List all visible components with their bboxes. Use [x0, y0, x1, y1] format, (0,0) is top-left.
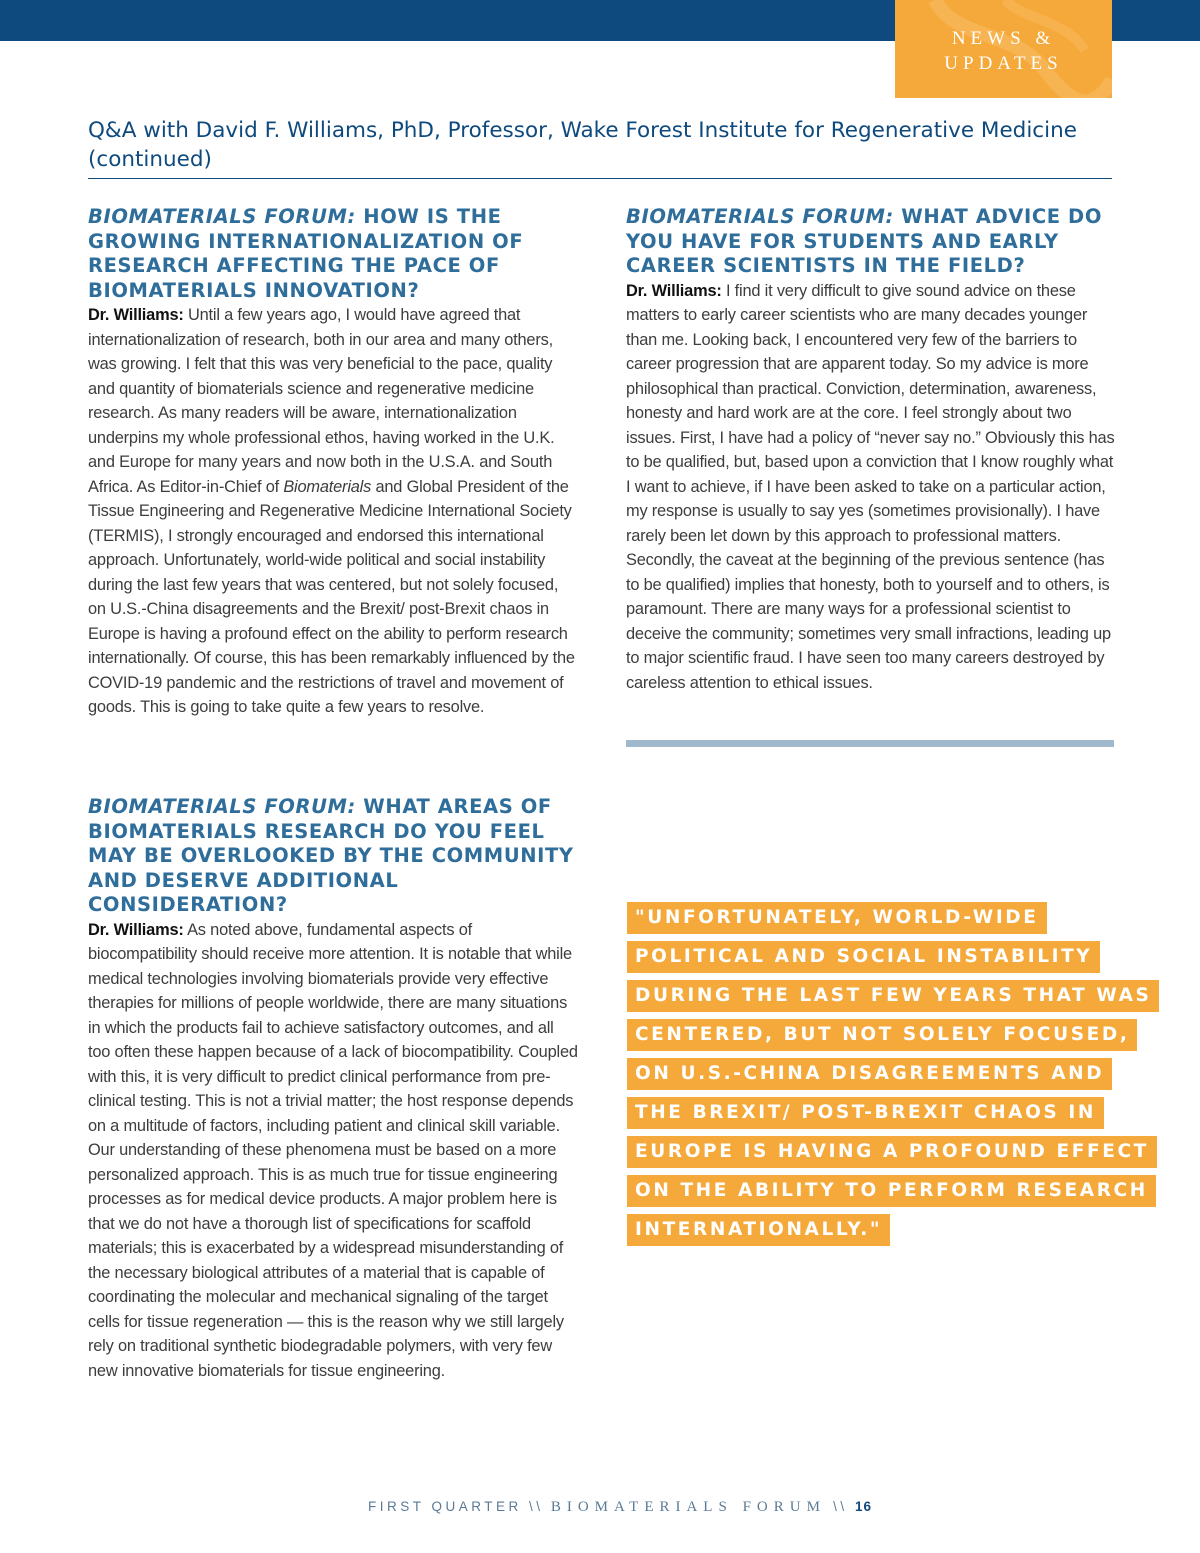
- footer-separator: \\: [521, 1499, 551, 1514]
- page-title: [88, 116, 1118, 174]
- page-title-line1: Q&A with David F. Williams, PhD, Professor, Wake Forest Institute for Regenerative Medicine: [88, 118, 1077, 143]
- pull-quote-line: EUROPE IS HAVING A PROFOUND EFFECT: [627, 1136, 1157, 1168]
- page-number: 16: [854, 1499, 872, 1514]
- answer-text: Until a few years ago, I would have agreed that internationalization of research, both in our area and many others, was growing. I felt that this was very beneficial to the pace, quality and quantity of biomaterials science and regenerative medicine research. As many readers will be aware, internationalization underpins my whole professional ethos, having worked in the U.K. and Europe for many years and now both in the U.S.A. and South Africa. As Editor-in-Chief of: [88, 306, 555, 496]
- question-heading: [88, 795, 578, 918]
- question-text: WHAT AREAS OF BIOMATERIALS RESEARCH DO YOU FEEL MAY BE OVERLOOKED BY THE COMMUNITY AND DESERVE ADDITIONAL CONSIDERATION?: [88, 795, 574, 916]
- question-heading: [626, 205, 1116, 279]
- pull-quote-line: INTERNATIONALLY.": [627, 1214, 890, 1246]
- qa-section-3: [626, 205, 1116, 695]
- question-text: WHAT ADVICE DO YOU HAVE FOR STUDENTS AND EARLY CAREER SCIENTISTS IN THE FIELD?: [626, 205, 1103, 277]
- qa-section-1: [88, 205, 578, 720]
- title-divider: [88, 178, 1112, 179]
- footer-quarter: FIRST QUARTER: [368, 1499, 522, 1514]
- pull-quote-line: POLITICAL AND SOCIAL INSTABILITY: [627, 941, 1100, 973]
- pull-quote-line: DURING THE LAST FEW YEARS THAT WAS: [627, 980, 1159, 1012]
- qa-section-2: [88, 795, 578, 1383]
- answer-text: As noted above, fundamental aspects of biocompatibility should receive more attention. It is notable that while medical technologies involving biomaterials provide very effective therapies for millions of people worldwide, there are many situations in which the products fail to achieve satisfactory outcomes, and all too often these happen because of a lack of biocompatibility. Coupled with this, it is very difficult to predict clinical performance from pre-clinical testing. This is not a trivial matter; the host response depends on a multitude of factors, including patient and clinical skill variable. Our understanding of these phenomena must be based on a more personalized approach. This is as much true for tissue engineering processes as for medical device products. A major problem here is that we do not have a thorough list of specifications for scaffold materials; this is exacerbated by a widespread misunderstanding of the necessary biological attributes of a material that is capable of coordinating the molecular and mechanical signaling of the target cells for tissue regeneration — this is the reason why we still largely rely on traditional synthetic biodegradable polymers, with very few new innovative biomaterials for tissue engineering.: [88, 920, 578, 1380]
- news-updates-tab: [895, 0, 1112, 98]
- pull-quote-line: ON THE ABILITY TO PERFORM RESEARCH: [627, 1175, 1156, 1207]
- answer-paragraph: [88, 303, 578, 720]
- pull-quote-line: THE BREXIT/ POST-BREXIT CHAOS IN: [627, 1097, 1104, 1129]
- tab-label-line1: NEWS &: [951, 28, 1056, 49]
- tab-label: [895, 26, 1112, 76]
- answer-text: I find it very difficult to give sound advice on these matters to early career scientists who are many decades younger than me. Looking back, I encountered very few of the barriers to career progression that are apparent today. So my advice is more philosophical than practical. Conviction, determination, awareness, honesty and hard work are at the core. I feel strongly about two issues. First, I have had a policy of “never say no.” Obviously this has to be qualified, but, based upon a conviction that I know roughly what I want to achieve, if I have been asked to take on a particular action, my response is usually to say yes (sometimes provisionally). I have rarely been let down by this approach to professional matters. Secondly, the caveat at the beginning of the previous sentence (has to be qualified) implies that honesty, both to yourself and to others, is paramount. There are many ways for a professional scientist to deceive the community; sometimes very small infractions, leading up to major scientific fraud. I have seen too many careers destroyed by careless attention to ethical issues.: [626, 281, 1115, 692]
- answer-paragraph: [88, 918, 578, 1384]
- pull-quote-line: "UNFORTUNATELY, WORLD-WIDE: [627, 902, 1047, 934]
- pull-quote-line: ON U.S.-CHINA DISAGREEMENTS AND: [627, 1058, 1112, 1090]
- speaker-label: Dr. Williams:: [88, 306, 184, 324]
- journal-name: Biomaterials: [283, 477, 372, 496]
- footer-publication: BIOMATERIALS FORUM: [550, 1499, 826, 1515]
- pull-quote-line: CENTERED, BUT NOT SOLELY FOCUSED,: [627, 1019, 1137, 1051]
- footer-separator: \\: [825, 1499, 855, 1514]
- pull-quote: [627, 902, 1152, 1253]
- question-lead: BIOMATERIALS FORUM:: [88, 205, 356, 228]
- answer-paragraph: [626, 279, 1116, 696]
- page-footer: [0, 1499, 1200, 1516]
- answer-text: and Global President of the Tissue Engineering and Regenerative Medicine International Society (TERMIS), I strongly encouraged and endorsed this international approach. Unfortunately, world-wide political and social instability during the last few years that was centered, but not solely focused, on U.S.-China disagreements and the Brexit/ post-Brexit chaos in Europe is having a profound effect on the ability to perform research internationally. Of course, this has been remarkably influenced by the COVID-19 pandemic and the restrictions of travel and movement of goods. This is going to take quite a few years to resolve.: [88, 477, 575, 716]
- section-divider: [626, 740, 1114, 747]
- question-text: HOW IS THE GROWING INTERNATIONALIZATION OF RESEARCH AFFECTING THE PACE OF BIOMATERIALS INNOVATION?: [88, 205, 524, 302]
- question-lead: BIOMATERIALS FORUM:: [626, 205, 894, 228]
- tab-label-line2: UPDATES: [944, 53, 1063, 74]
- question-lead: BIOMATERIALS FORUM:: [88, 795, 356, 818]
- page-title-line2: (continued): [88, 147, 212, 172]
- speaker-label: Dr. Williams:: [626, 281, 722, 300]
- speaker-label: Dr. Williams:: [88, 920, 184, 939]
- question-heading: [88, 205, 578, 303]
